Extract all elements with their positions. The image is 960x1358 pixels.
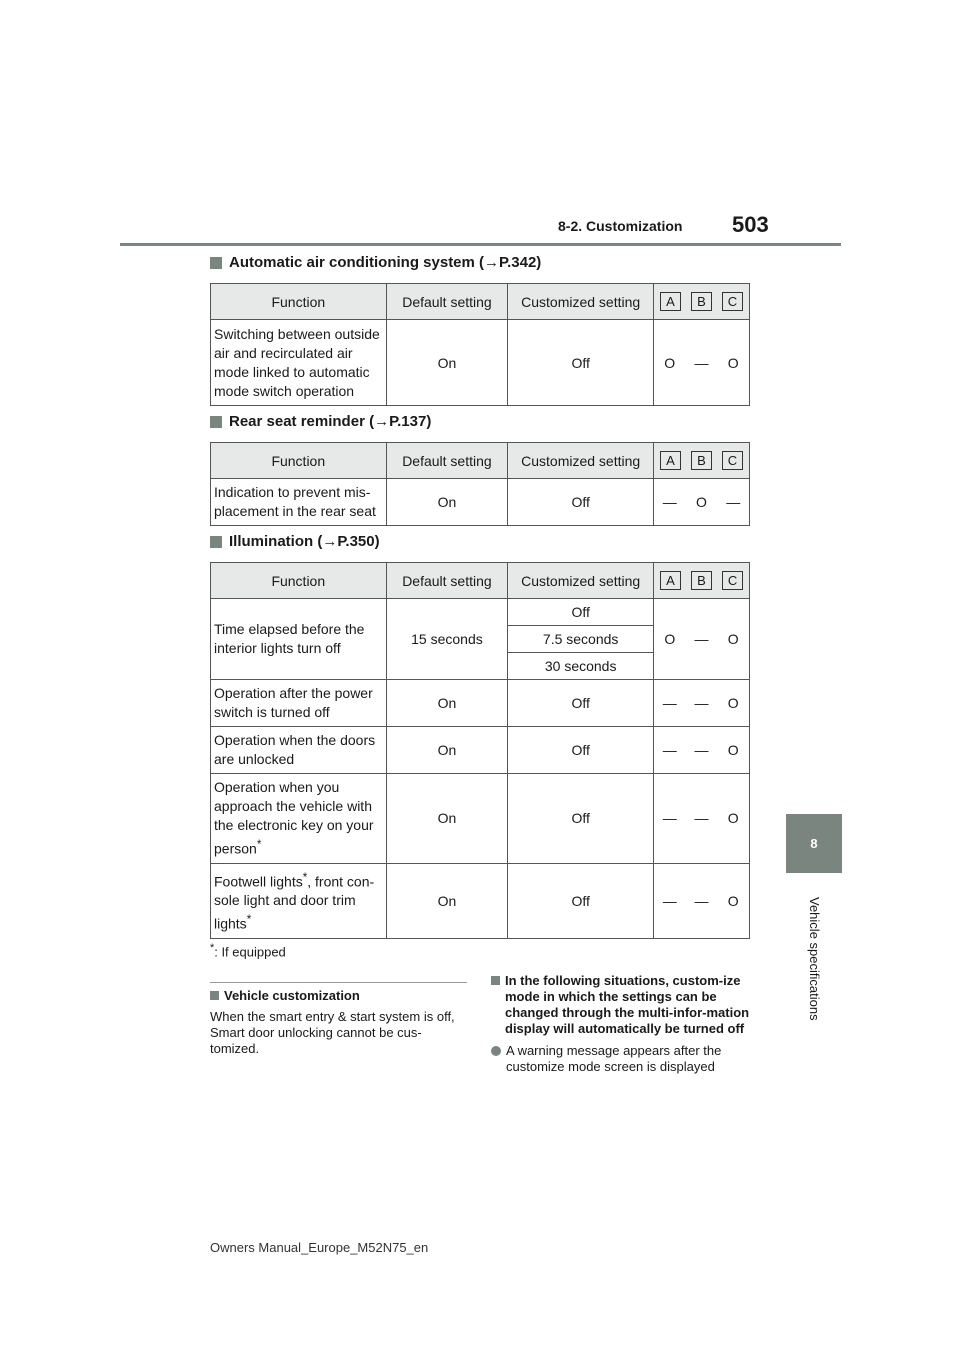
cell-a: — (654, 680, 686, 727)
bullet-dot-icon (491, 1046, 501, 1056)
cell-function: Operation after the power switch is turned off (211, 680, 387, 727)
section-heading-text: Illumination (→P.350) (229, 533, 380, 550)
note-heading (210, 988, 467, 1004)
cell-b: — (686, 774, 718, 864)
cell-function: Operation when the doors are unlocked (211, 727, 387, 774)
section-title: 8-2. Customization (558, 218, 683, 234)
cell-function: Indication to prevent mis-placement in the rear seat (211, 479, 387, 526)
notes-left (210, 988, 467, 1057)
footnote-mark: * (256, 838, 262, 851)
section-square-icon (210, 257, 222, 269)
cell-c: O (718, 680, 750, 727)
col-header-customized: Customized setting (508, 443, 654, 479)
col-header-customized: Customized setting (508, 284, 654, 320)
cell-customized-option: 30 seconds (508, 653, 654, 680)
cell-default: On (386, 727, 508, 774)
notes-right (491, 973, 751, 1075)
cell-a: — (654, 863, 686, 938)
cell-b: O (686, 479, 718, 526)
col-header-abc (654, 443, 750, 479)
col-header-function: Function (211, 563, 387, 599)
cell-c: O (717, 320, 749, 406)
cell-c: O (718, 774, 750, 864)
method-c-icon: C (722, 451, 743, 470)
note-bullet (491, 1043, 751, 1075)
cell-customized: Off (508, 320, 654, 406)
cell-default: On (386, 774, 508, 864)
cell-a: — (654, 479, 686, 526)
chapter-tab[interactable]: 8 (786, 814, 842, 873)
footnote-text: : If equipped (214, 944, 286, 960)
col-header-default: Default setting (386, 563, 508, 599)
table-row (211, 774, 750, 864)
cell-default: On (386, 320, 508, 406)
cell-c: O (718, 863, 750, 938)
cell-function-text: Footwell lights (214, 873, 303, 890)
col-header-abc (654, 563, 750, 599)
cell-b: — (686, 680, 718, 727)
col-header-default: Default setting (386, 284, 508, 320)
footnote (210, 942, 286, 959)
cell-b: — (686, 863, 718, 938)
cell-customized-option: 7.5 seconds (508, 626, 654, 653)
cell-default: 15 seconds (386, 599, 508, 680)
section-heading-air-conditioning (210, 254, 541, 271)
cell-b: — (685, 320, 717, 406)
method-b-icon: B (691, 292, 712, 311)
cell-function-text: , front con-sole light and door trim lights (214, 873, 375, 932)
note-square-icon (210, 991, 219, 1000)
table-row (211, 599, 750, 626)
cell-default: On (386, 680, 508, 727)
cell-b: — (686, 727, 718, 774)
illumination-table (210, 562, 750, 939)
cell-function-text: Operation when you approach the vehicle with the electronic key on your person (214, 779, 374, 857)
footnote-mark: * (302, 870, 308, 884)
col-header-function: Function (211, 284, 387, 320)
method-c-icon: C (722, 571, 743, 590)
method-a-icon: A (660, 451, 681, 470)
cell-c: O (718, 599, 750, 680)
cell-function: Time elapsed before the interior lights turn off (211, 599, 387, 680)
note-bullet-text: A warning message appears after the customize mode screen is displayed (506, 1043, 722, 1074)
cell-a: O (654, 599, 686, 680)
table-row (211, 479, 750, 526)
cell-default: On (386, 479, 508, 526)
cell-c: — (717, 479, 749, 526)
rear-seat-table (210, 442, 750, 526)
col-header-abc (654, 284, 750, 320)
note-heading-text: In the following situations, custom-ize mode in which the settings can be changed through the multi-infor-mation display will automatically be turned off (505, 973, 750, 1036)
method-c-icon: C (722, 292, 743, 311)
col-header-customized: Customized setting (508, 563, 654, 599)
table-row (211, 863, 750, 938)
note-square-icon (491, 976, 500, 985)
cell-customized: Off (508, 727, 654, 774)
footnote-mark: * (210, 942, 215, 954)
cell-a: — (654, 727, 686, 774)
section-heading-rear-seat (210, 413, 431, 430)
col-header-function: Function (211, 443, 387, 479)
table-row (211, 680, 750, 727)
cell-customized: Off (508, 774, 654, 864)
cell-customized: Off (508, 680, 654, 727)
cell-function (211, 774, 387, 864)
header-rule (120, 243, 841, 246)
cell-default: On (386, 863, 508, 938)
method-a-icon: A (660, 571, 681, 590)
method-b-icon: B (691, 451, 712, 470)
col-header-default: Default setting (386, 443, 508, 479)
section-square-icon (210, 416, 222, 428)
section-heading-text: Automatic air conditioning system (→P.342) (229, 254, 542, 271)
cell-a: — (654, 774, 686, 864)
air-conditioning-table (210, 283, 750, 406)
cell-c: O (718, 727, 750, 774)
method-a-icon: A (660, 292, 681, 311)
cell-customized: Off (508, 479, 654, 526)
note-body: When the smart entry & start system is off, Smart door unlocking cannot be cus-tomized. (210, 1009, 455, 1056)
cell-function (211, 863, 387, 938)
section-heading-illumination (210, 533, 380, 550)
section-heading-text: Rear seat reminder (→P.137) (229, 413, 432, 430)
cell-customized-option: Off (508, 599, 654, 626)
chapter-label: Vehicle specifications (807, 897, 822, 1021)
page-number: 503 (732, 212, 769, 237)
cell-function: Switching between outside air and recirculated air mode linked to automatic mode switch operation (211, 320, 387, 406)
method-b-icon: B (691, 571, 712, 590)
section-square-icon (210, 536, 222, 548)
note-heading-text: Vehicle customization (224, 988, 360, 1003)
cell-a: O (654, 320, 686, 406)
cell-customized: Off (508, 863, 654, 938)
table-row (211, 727, 750, 774)
footnote-mark: * (246, 913, 252, 927)
cell-b: — (686, 599, 718, 680)
table-row (211, 320, 750, 406)
footer-text: Owners Manual_Europe_M52N75_en (210, 1240, 429, 1255)
notes-rule (210, 982, 467, 983)
note-heading (491, 973, 751, 1037)
